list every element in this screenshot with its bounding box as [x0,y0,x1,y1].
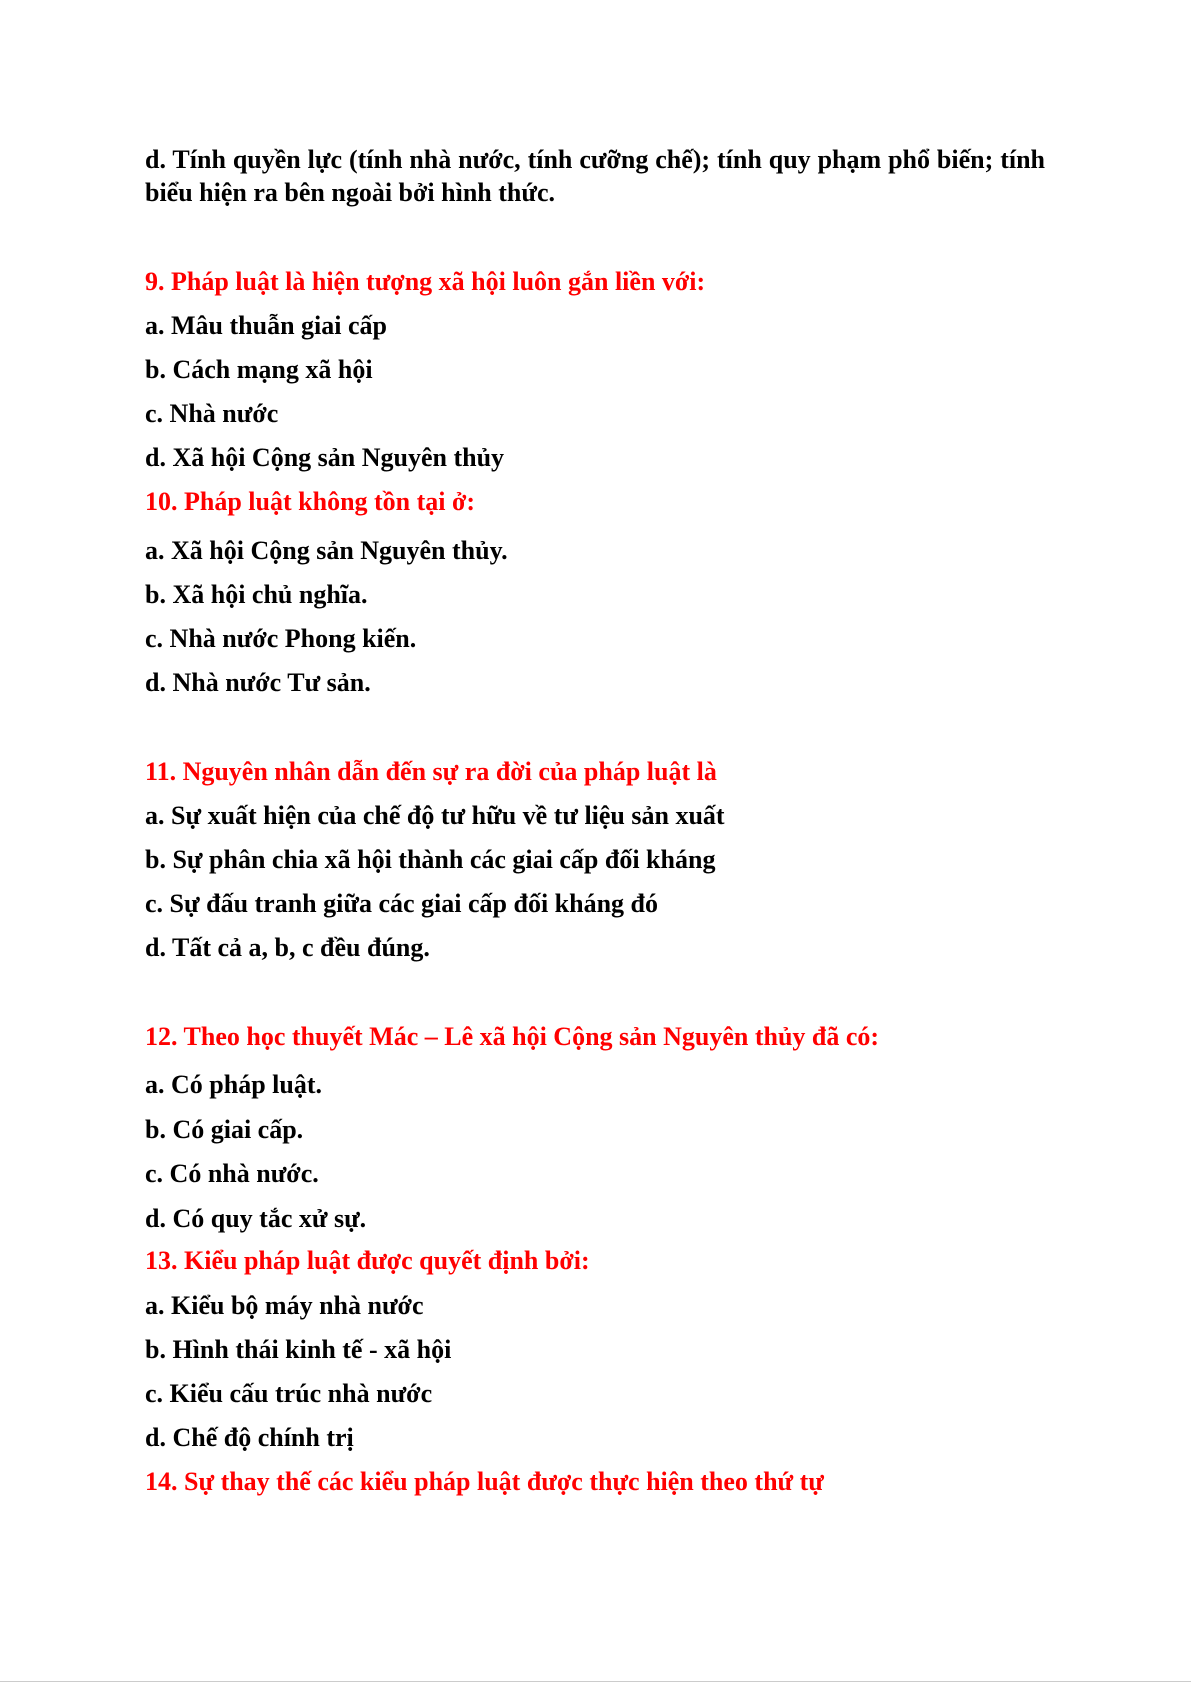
question-13-option-b: b. Hình thái kinh tế - xã hội [145,1335,452,1364]
question-9: 9. Pháp luật là hiện tượng xã hội luôn gắn liền với: [145,267,706,296]
question-11-option-a: a. Sự xuất hiện của chế độ tư hữu về tư liệu sản xuất [145,801,725,830]
question-10-option-b: b. Xã hội chủ nghĩa. [145,580,368,609]
question-10: 10. Pháp luật không tồn tại ở: [145,487,476,516]
question-12: 12. Theo học thuyết Mác – Lê xã hội Cộng sản Nguyên thủy đã có: [145,1022,880,1051]
question-9-option-a: a. Mâu thuẫn giai cấp [145,311,387,340]
question-9-option-b: b. Cách mạng xã hội [145,355,373,384]
page-bottom-edge [0,1681,1191,1682]
question-12-option-d: d. Có quy tắc xử sự. [145,1204,367,1233]
question-11-option-b: b. Sự phân chia xã hội thành các giai cấp đối kháng [145,845,716,874]
question-12-option-b: b. Có giai cấp. [145,1115,304,1144]
question-13-option-c: c. Kiểu cấu trúc nhà nước [145,1379,433,1408]
question-9-option-c: c. Nhà nước [145,399,279,428]
question-10-option-d: d. Nhà nước Tư sản. [145,668,371,697]
question-9-option-d: d. Xã hội Cộng sản Nguyên thủy [145,443,505,472]
question-11: 11. Nguyên nhân dẫn đến sự ra đời của pháp luật là [145,757,717,786]
question-13-option-a: a. Kiểu bộ máy nhà nước [145,1291,424,1320]
question-13: 13. Kiểu pháp luật được quyết định bởi: [145,1246,590,1275]
question-12-option-c: c. Có nhà nước. [145,1159,319,1188]
question-14: 14. Sự thay thế các kiểu pháp luật được thực hiện theo thứ tự [145,1467,824,1496]
question-11-option-d: d. Tất cả a, b, c đều đúng. [145,933,430,962]
question-10-option-a: a. Xã hội Cộng sản Nguyên thủy. [145,536,508,565]
question-12-option-a: a. Có pháp luật. [145,1070,322,1099]
question-13-option-d: d. Chế độ chính trị [145,1423,354,1452]
intro-answer: d. Tính quyền lực (tính nhà nước, tính cưỡng chế); tính quy phạm phổ biến; tính biểu hiện ra bên ngoài bởi hình thức. [145,145,1045,207]
question-11-option-c: c. Sự đấu tranh giữa các giai cấp đối kháng đó [145,889,659,918]
question-10-option-c: c. Nhà nước Phong kiến. [145,624,417,653]
